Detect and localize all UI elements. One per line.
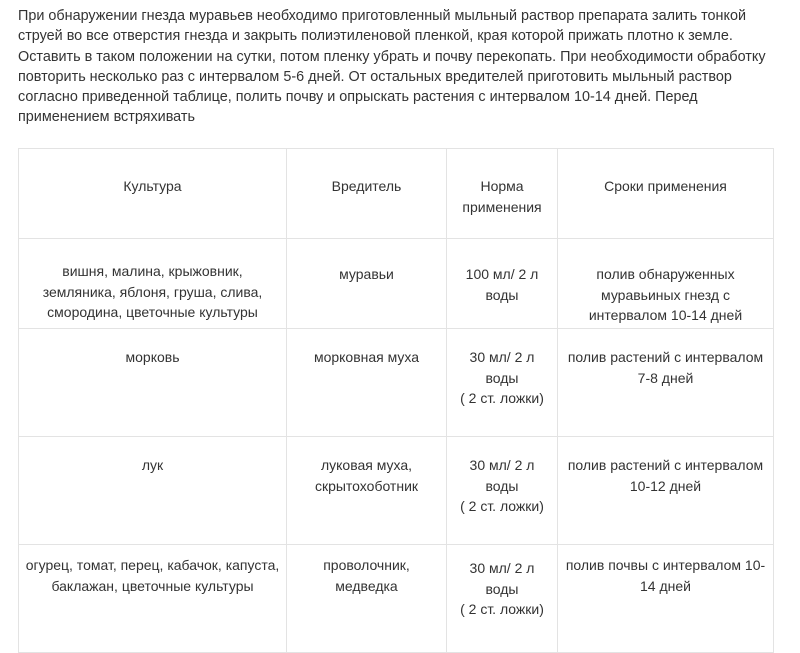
cell-pest bbox=[287, 329, 447, 437]
cell-line: проволочник, bbox=[323, 557, 410, 573]
table-row bbox=[19, 545, 774, 653]
cell-line: ( 2 ст. ложки) bbox=[460, 601, 544, 617]
cell-norm bbox=[447, 545, 558, 653]
cell-line: 100 мл/ 2 л bbox=[465, 266, 539, 282]
cell-pest bbox=[287, 437, 447, 545]
cell-line: морковь bbox=[125, 349, 180, 365]
cell-line: 30 мл/ 2 л bbox=[469, 560, 535, 576]
table-row bbox=[19, 329, 774, 437]
cell-line: воды bbox=[485, 477, 519, 494]
cell-line: 30 мл/ 2 л bbox=[469, 457, 535, 473]
cell-timing bbox=[558, 545, 774, 653]
header-pest: Вредитель bbox=[287, 149, 447, 239]
cell-timing bbox=[558, 437, 774, 545]
cell-line: 30 мл/ 2 л bbox=[469, 349, 535, 365]
cell-line: скрытохоботник bbox=[314, 477, 419, 494]
cell-line: воды bbox=[485, 286, 519, 303]
cell-culture bbox=[19, 329, 287, 437]
cell-norm bbox=[447, 437, 558, 545]
header-norm bbox=[447, 149, 558, 239]
cell-line: 14 дней bbox=[640, 577, 691, 594]
table-row bbox=[19, 239, 774, 329]
header-timing: Сроки применения bbox=[558, 149, 774, 239]
cell-pest bbox=[287, 545, 447, 653]
cell-culture bbox=[19, 437, 287, 545]
cell-line: смородина, цветочные культуры bbox=[47, 304, 258, 320]
cell-timing bbox=[558, 239, 774, 329]
header-norm-line: применения bbox=[462, 198, 542, 215]
cell-timing bbox=[558, 329, 774, 437]
header-norm-line: Норма bbox=[480, 178, 524, 194]
cell-pest bbox=[287, 239, 447, 329]
cell-line: медведка bbox=[335, 577, 398, 594]
cell-line: полив растений с интервалом bbox=[567, 457, 764, 473]
table-header-row bbox=[19, 149, 774, 239]
cell-line: полив обнаруженных bbox=[596, 266, 735, 282]
cell-line: баклажан, цветочные культуры bbox=[51, 577, 254, 594]
cell-line: воды bbox=[485, 369, 519, 386]
cell-culture bbox=[19, 545, 287, 653]
cell-line: полив растений с интервалом bbox=[567, 349, 764, 365]
cell-line: 10-12 дней bbox=[629, 477, 702, 494]
cell-line: полив почвы с интервалом 10- bbox=[565, 557, 766, 573]
cell-norm bbox=[447, 239, 558, 329]
cell-line: интервалом 10-14 дней bbox=[588, 307, 743, 323]
cell-line: воды bbox=[485, 580, 519, 597]
cell-line: огурец, томат, перец, кабачок, капуста, bbox=[25, 557, 280, 573]
cell-line: морковная муха bbox=[313, 349, 420, 365]
cell-line: муравьи bbox=[339, 266, 394, 282]
cell-line: муравьиных гнезд с bbox=[601, 286, 730, 303]
cell-norm bbox=[447, 329, 558, 437]
cell-line: луковая муха, bbox=[320, 457, 413, 473]
cell-line: ( 2 ст. ложки) bbox=[460, 498, 544, 514]
header-culture: Культура bbox=[19, 149, 287, 239]
cell-line: 7-8 дней bbox=[637, 369, 694, 386]
table-row bbox=[19, 437, 774, 545]
cell-line: вишня, малина, крыжовник, bbox=[62, 263, 243, 279]
treatment-table bbox=[18, 148, 774, 653]
cell-line: лук bbox=[141, 457, 164, 473]
intro-paragraph: При обнаружении гнезда муравьев необходимо приготовленный мыльный раствор препарата залить тонкой струей во все отверстия гнезда и закрыть полиэтиленовой пленкой, края которой прижать плотно к земле. Оставить в таком положении на сутки, потом пленку убрать и почву перекопать. При необходимости обработку повторить несколько раз с интервалом 5-6 дней. От остальных вредителей приготовить мыльный раствор согласно приведенной таблице, полить почву и опрыскать растения с интервалом 10-14 дней. Перед применением встряхивать bbox=[18, 8, 766, 126]
cell-culture bbox=[19, 239, 287, 329]
cell-line: ( 2 ст. ложки) bbox=[460, 390, 544, 406]
cell-line: земляника, яблоня, груша, слива, bbox=[42, 283, 263, 300]
